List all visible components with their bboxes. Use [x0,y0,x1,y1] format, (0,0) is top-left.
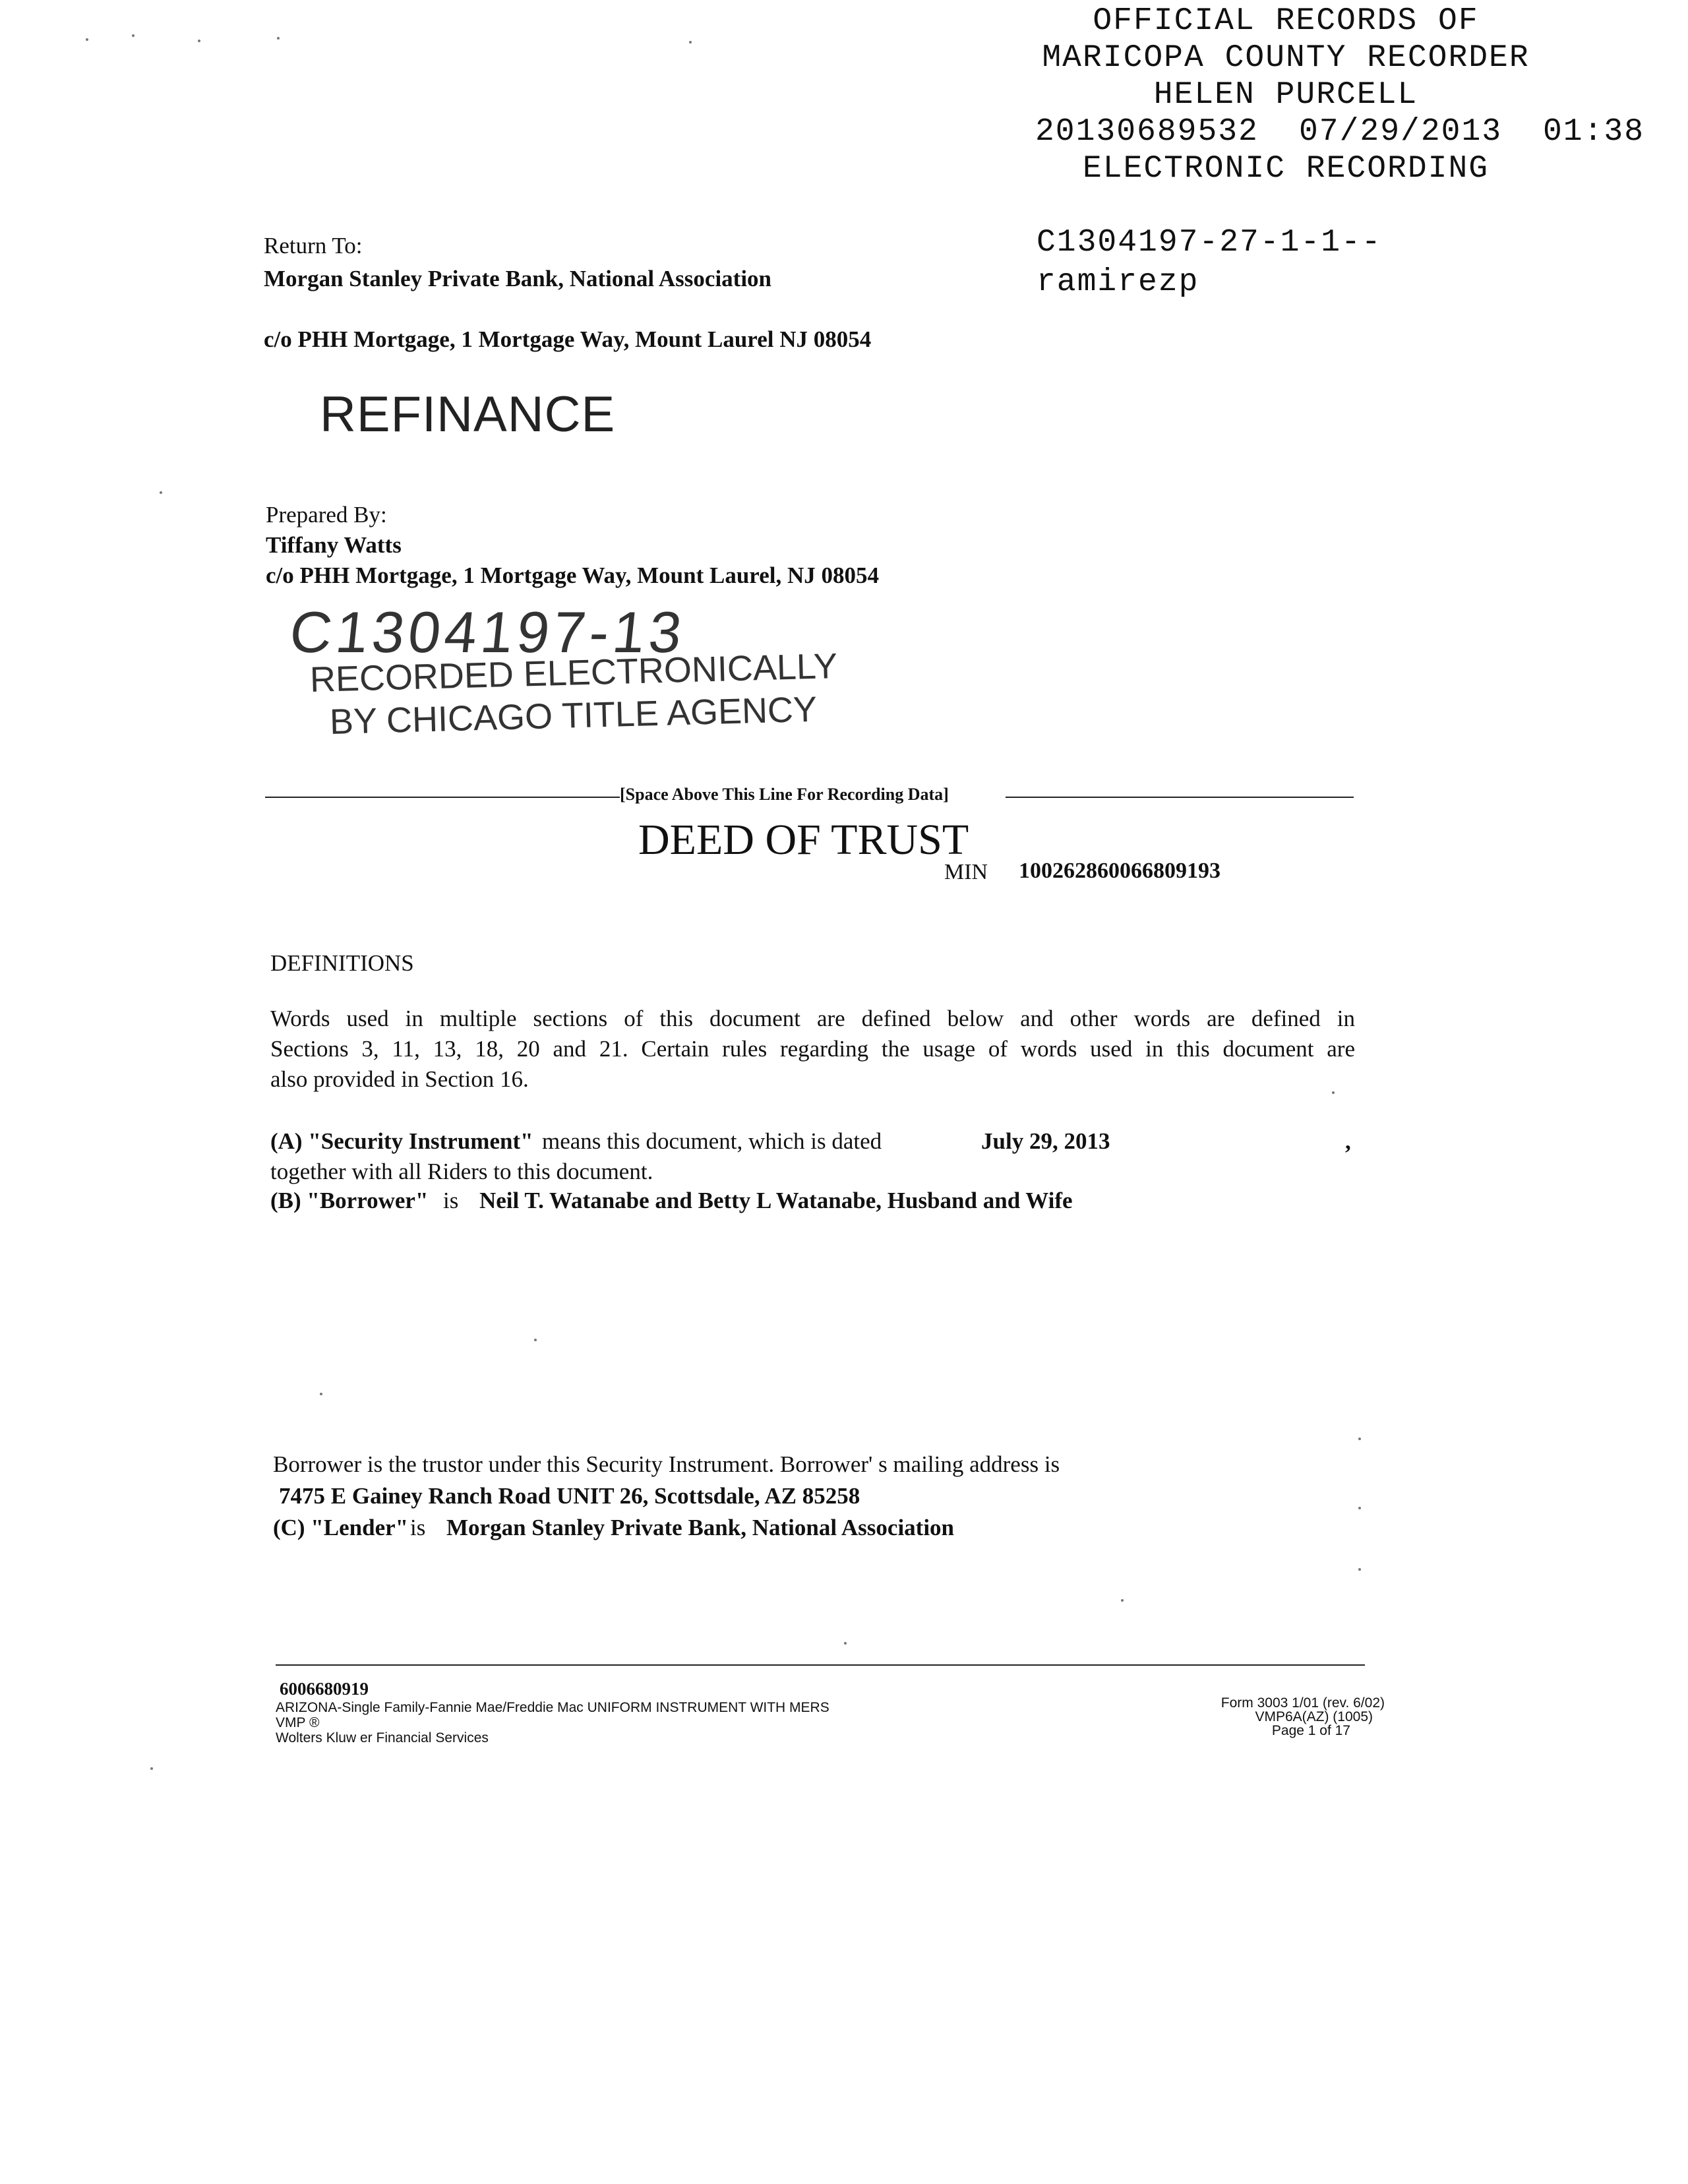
publisher-name: Wolters Kluw er Financial Services [276,1730,489,1745]
scan-speck [132,34,135,37]
scan-speck [1358,1438,1361,1440]
prepared-by-label: Prepared By: [266,502,387,528]
definition-a-continued: together with all Riders to this document. [270,1159,653,1184]
recorder-header-line3: HELEN PURCELL [1153,77,1418,113]
scan-speck [1332,1091,1335,1094]
scan-speck [86,38,88,41]
scan-speck [1358,1568,1361,1571]
recorder-header-line5: ELECTRONIC RECORDING [1082,151,1490,187]
recording-code-line1: C1304197-27-1-1-- [1037,225,1382,260]
definitions-intro-line3: also provided in Section 16. [270,1066,529,1092]
definition-a-date: July 29, 2013 [981,1128,1110,1154]
recording-date: 07/29/2013 [1299,114,1503,150]
scan-speck [534,1339,537,1341]
footer-rule [276,1664,1365,1666]
form-description: ARIZONA-Single Family-Fannie Mae/Freddie Mac UNIFORM INSTRUMENT WITH MERS [276,1700,829,1715]
return-to-label: Return To: [264,233,363,258]
vmp-mark: VMP ® [276,1715,320,1730]
definition-b-label: (B) "Borrower" [270,1188,429,1213]
min-label: MIN [944,860,988,884]
recording-number: 20130689532 [1035,114,1259,150]
divider-rule-left [265,797,620,798]
scan-speck [1121,1599,1124,1602]
definition-b-is: is [443,1188,459,1213]
loan-number: 6006680919 [280,1679,369,1699]
return-to-name: Morgan Stanley Private Bank, National Association [264,266,772,291]
recording-time: 01:38 [1543,114,1645,150]
definition-a-text: means this document, which is dated [542,1128,882,1154]
lender-name: Morgan Stanley Private Bank, National Association [446,1515,955,1540]
min-number: 100262860066809193 [1019,859,1221,883]
definitions-intro-line2: Sections 3, 11, 13, 18, 20 and 21. Certain rules regarding the usage of words used in this document are [270,1036,1355,1062]
borrower-names: Neil T. Watanabe and Betty L Watanabe, Husband and Wife [479,1188,1073,1213]
recorded-stamp-line2: BY CHICAGO TITLE AGENCY [329,689,818,742]
definition-c-is: is [410,1515,426,1540]
trustor-statement: Borrower is the trustor under this Security Instrument. Borrower' s mailing address is [273,1451,1060,1477]
page-number: Page 1 of 17 [1271,1723,1350,1738]
definition-a-comma: , [1345,1128,1351,1154]
borrower-mailing-address: 7475 E Gainey Ranch Road UNIT 26, Scottsdale, AZ 85258 [279,1483,860,1509]
prepared-by-name: Tiffany Watts [266,532,402,558]
scan-speck [689,41,692,44]
vmp-code: VMP6A(AZ) (1005) [1255,1709,1373,1724]
recorded-stamp-line1: RECORDED ELECTRONICALLY [309,646,838,700]
refinance-stamp: REFINANCE [320,386,616,442]
recorder-header-line2: MARICOPA COUNTY RECORDER [1042,40,1530,76]
recorder-header-line1: OFFICIAL RECORDS OF [1093,3,1479,39]
scan-speck [160,491,162,494]
divider-rule-right [1006,797,1354,798]
recording-code-line2: ramirezp [1037,264,1199,300]
scan-speck [150,1767,153,1770]
return-to-address: c/o PHH Mortgage, 1 Mortgage Way, Mount Laurel NJ 08054 [264,326,872,352]
scan-speck [844,1642,847,1645]
definitions-heading: DEFINITIONS [270,950,414,976]
scan-speck [320,1393,322,1395]
scan-speck [277,37,280,40]
scan-speck [198,40,200,42]
definitions-intro-line1: Words used in multiple sections of this document are defined below and other words are defined in [270,1006,1355,1031]
prepared-by-address: c/o PHH Mortgage, 1 Mortgage Way, Mount Laurel, NJ 08054 [266,562,879,588]
recording-space-label: [Space Above This Line For Recording Data] [620,785,949,804]
document-title: DEED OF TRUST [638,816,969,864]
definition-c-label: (C) "Lender" [273,1515,409,1540]
form-number: Form 3003 1/01 (rev. 6/02) [1221,1695,1385,1711]
scan-speck [1358,1507,1361,1509]
handwritten-file-number: C1304197-13 [286,599,689,665]
definition-a-label: (A) "Security Instrument" [270,1128,533,1154]
